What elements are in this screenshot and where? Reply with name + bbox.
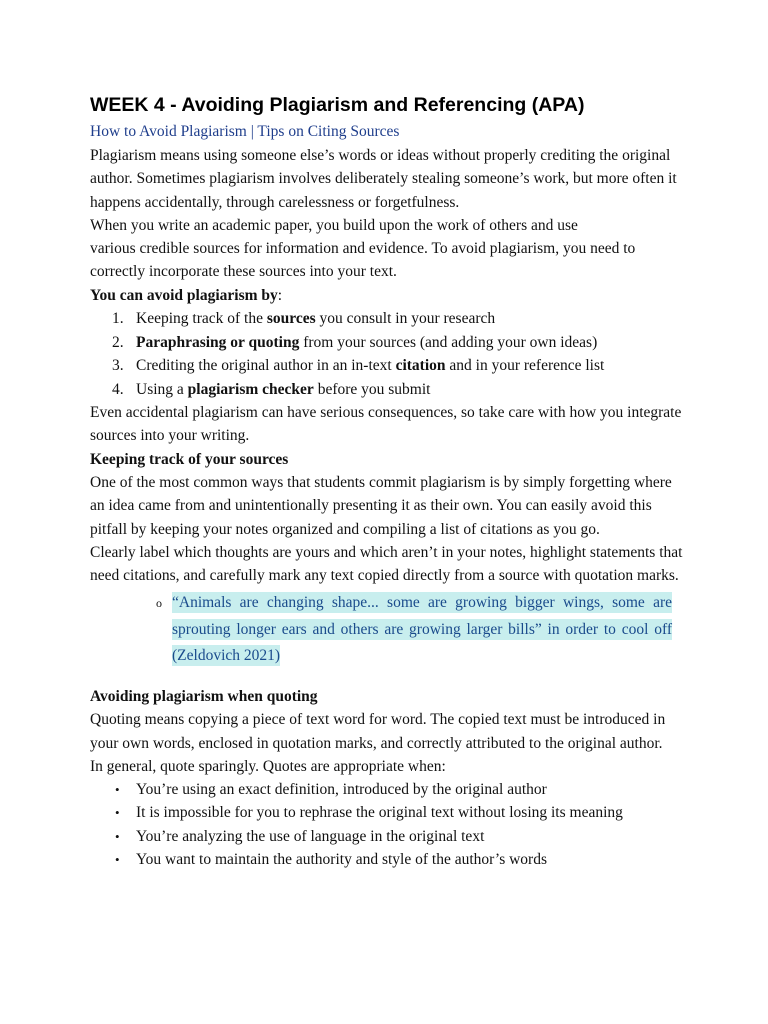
list-number: 1. (112, 310, 124, 328)
list-text: before you submit (313, 380, 431, 398)
avoid-heading: You can avoid plagiarism by (90, 286, 278, 304)
list-text: you consult in your research (315, 310, 496, 328)
source-link[interactable]: How to Avoid Plagiarism | Tips on Citing Sources (90, 123, 400, 140)
page-title: WEEK 4 - Avoiding Plagiarism and Referencing (APA) (90, 94, 585, 116)
list-text: from your sources (and adding your own ideas) (299, 333, 598, 351)
list-bold-text: plagiarism checker (187, 380, 314, 398)
bullet-icon: • (115, 828, 120, 844)
avoid-list (90, 307, 690, 401)
bullet-text: You’re using an exact definition, introduced by the original author (136, 781, 547, 799)
list-bold-text: Paraphrasing or quoting (136, 333, 300, 351)
intro-paragraph: Plagiarism means using someone else’s words or ideas without properly crediting the original author. Sometimes plagiarism involves deliberately stealing someone’s work, but more often it happens accidentally, through carelessness or forgetfulness. (90, 147, 677, 211)
bullet-text: You want to maintain the authority and style of the author’s words (136, 851, 547, 869)
bullet-item (90, 778, 690, 801)
quote-block (156, 590, 672, 670)
hollow-bullet-icon: o (156, 596, 162, 611)
bullet-icon: • (115, 852, 120, 868)
list-number: 4. (112, 380, 124, 398)
bullet-item (90, 848, 690, 871)
avoid-heading-colon: : (277, 286, 283, 304)
intro-paragraph-2-line1: When you write an academic paper, you build upon the work of others and use (90, 216, 578, 234)
intro-paragraph-2 (90, 214, 690, 284)
tracking-paragraph-1: One of the most common ways that students commit plagiarism is by simply forgetting where an idea came from and unintentionally presenting it as their own. You can easily avoid this pitfall by keeping your notes organized and compiling a list of citations as you go. (90, 473, 672, 538)
bullet-icon: • (115, 805, 120, 821)
list-text: Crediting the original author in an in-text (136, 357, 396, 375)
bullet-text: It is impossible for you to rephrase the original text without losing its meaning (136, 804, 623, 822)
quoting-heading: Avoiding plagiarism when quoting (90, 687, 318, 705)
list-text: and in your reference list (445, 357, 605, 375)
bullet-item (90, 801, 690, 824)
subtitle-line (90, 120, 690, 144)
quoting-paragraph-1: Quoting means copying a piece of text word for word. The copied text must be introduced in your own words, enclosed in quotation marks, and correctly attributed to the original author. (90, 711, 666, 752)
list-number: 2. (112, 333, 124, 351)
avoid-outro-paragraph: Even accidental plagiarism can have serious consequences, so take care with how you integrate sources into your writing. (90, 404, 682, 445)
document-page (90, 90, 690, 871)
list-text: Keeping track of the (136, 310, 267, 328)
list-text: Using a (136, 380, 188, 398)
tracking-paragraph-2: Clearly label which thoughts are yours and which aren’t in your notes, highlight statements that need citations, and carefully mark any text copied directly from a source with quotation marks. (90, 543, 683, 585)
list-item (90, 307, 690, 331)
highlighted-quote: “Animals are changing shape... some are growing bigger wings, some are sprouting longer ears and others are growing larger bills” in order to cool off (Zeldovich 2021) (172, 594, 672, 665)
intro-paragraph-2-rest: various credible sources for information and evidence. To avoid plagiarism, you need to correctly incorporate these sources into your text. (90, 240, 636, 281)
bullet-icon: • (115, 782, 120, 798)
bullet-text: You’re analyzing the use of language in the original text (136, 827, 485, 845)
list-bold-text: citation (395, 357, 446, 375)
list-item (90, 354, 690, 378)
list-item (90, 331, 690, 355)
avoid-heading-line (90, 284, 690, 307)
bullet-item (90, 825, 690, 848)
list-bold-text: sources (266, 310, 316, 328)
quoting-bullet-list (90, 778, 690, 871)
tracking-heading: Keeping track of your sources (90, 450, 289, 468)
list-number: 3. (112, 357, 124, 375)
list-item (90, 378, 690, 402)
quote-text-container (172, 590, 672, 670)
quoting-paragraph-2: In general, quote sparingly. Quotes are appropriate when: (90, 757, 446, 775)
